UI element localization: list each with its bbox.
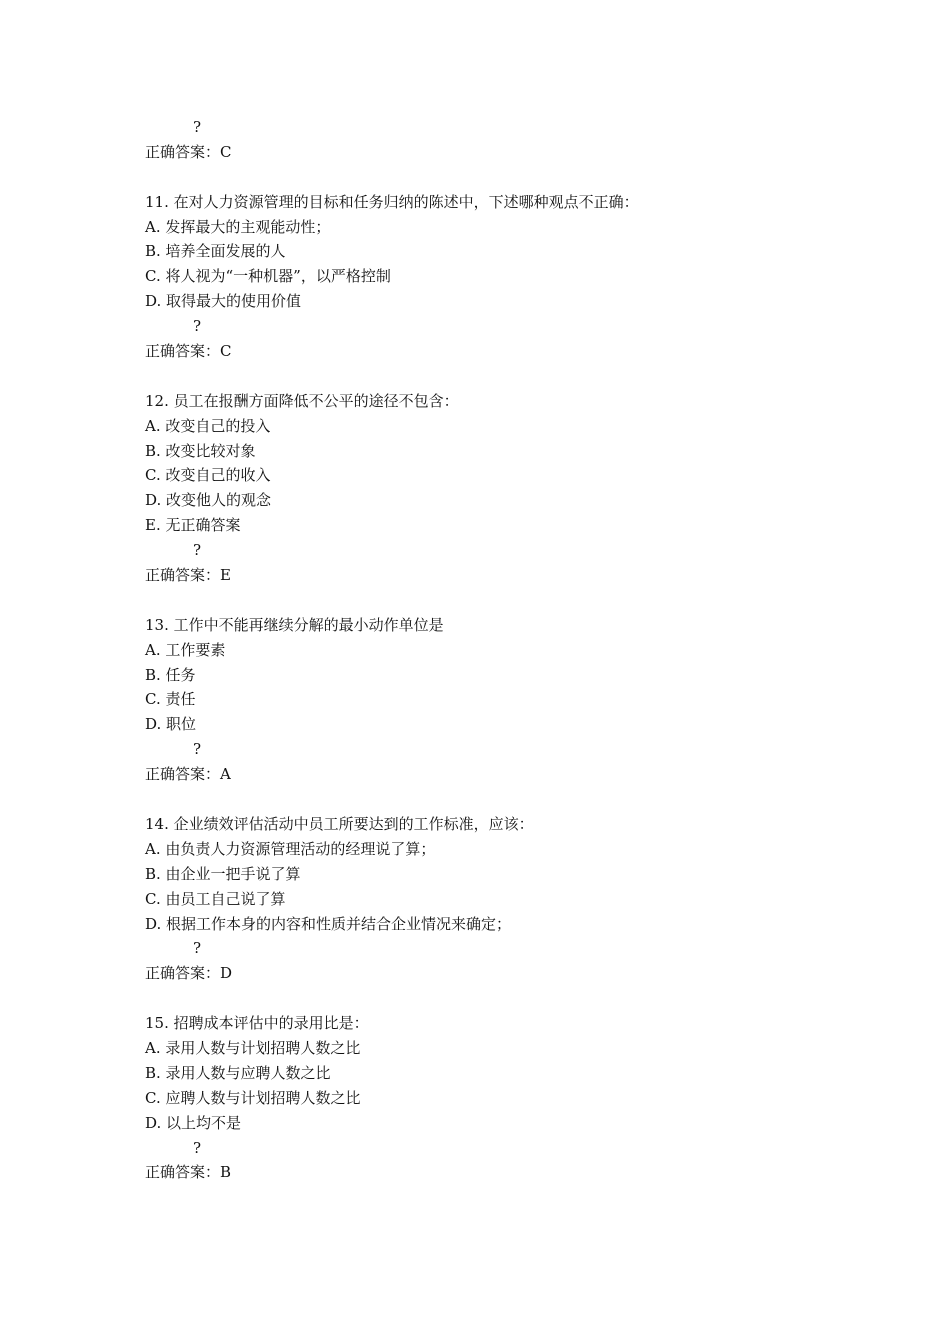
question-stem: 11. 在对人力资源管理的目标和任务归纳的陈述中，下述哪种观点不正确：	[145, 192, 639, 211]
option-d: D. 根据工作本身的内容和性质并结合企业情况来确定；	[145, 914, 512, 933]
option-a: A. 工作要素	[145, 640, 226, 659]
question-block-13	[145, 613, 865, 787]
option-b: B. 任务	[145, 665, 196, 684]
option-c: C. 责任	[145, 690, 196, 709]
question-mark: ?	[193, 939, 202, 958]
question-stem: 12. 员工在报酬方面降低不公平的途径不包含：	[145, 391, 459, 410]
answer-line: 正确答案：D	[145, 964, 233, 983]
question-mark: ?	[193, 1138, 202, 1157]
spacer	[145, 588, 865, 613]
spacer	[145, 364, 865, 389]
question-mark: ?	[193, 118, 202, 136]
answer-line: 正确答案：C	[145, 142, 232, 161]
question-block-15	[145, 1011, 865, 1185]
spacer	[145, 986, 865, 1011]
question-block-14	[145, 812, 865, 986]
option-d: D. 改变他人的观念	[145, 491, 272, 510]
question-block-12	[145, 389, 865, 588]
option-b: B. 改变比较对象	[145, 441, 256, 460]
document-page	[145, 115, 865, 1185]
option-d: D. 以上均不是	[145, 1113, 242, 1132]
option-c: C. 由员工自己说了算	[145, 889, 286, 908]
question-block-11	[145, 190, 865, 364]
option-b: B. 由企业一把手说了算	[145, 864, 301, 883]
option-c: C. 改变自己的收入	[145, 466, 271, 485]
question-mark: ?	[193, 317, 202, 336]
option-b: B. 录用人数与应聘人数之比	[145, 1063, 331, 1082]
option-d: D. 职位	[145, 715, 197, 734]
option-a: A. 由负责人力资源管理活动的经理说了算；	[145, 839, 436, 858]
option-a: A. 改变自己的投入	[145, 416, 271, 435]
option-b: B. 培养全面发展的人	[145, 242, 286, 261]
option-a: A. 发挥最大的主观能动性；	[145, 217, 331, 236]
option-e: E. 无正确答案	[145, 516, 241, 535]
option-d: D. 取得最大的使用价值	[145, 292, 302, 311]
option-c: C. 应聘人数与计划招聘人数之比	[145, 1088, 361, 1107]
answer-line: 正确答案：C	[145, 342, 232, 361]
spacer	[145, 787, 865, 812]
question-stem: 14. 企业绩效评估活动中员工所要达到的工作标准，应该：	[145, 814, 534, 833]
question-mark: ?	[193, 541, 202, 560]
question-stem: 15. 招聘成本评估中的录用比是：	[145, 1014, 369, 1033]
spacer	[145, 165, 865, 190]
answer-line: 正确答案：A	[145, 765, 231, 784]
question-stem: 13. 工作中不能再继续分解的最小动作单位是	[145, 615, 444, 634]
option-c: C. 将人视为“一种机器”，以严格控制	[145, 267, 391, 286]
answer-line: 正确答案：E	[145, 566, 231, 585]
option-a: A. 录用人数与计划招聘人数之比	[145, 1038, 361, 1057]
answer-line: 正确答案：B	[145, 1163, 232, 1182]
question-mark: ?	[193, 740, 202, 759]
